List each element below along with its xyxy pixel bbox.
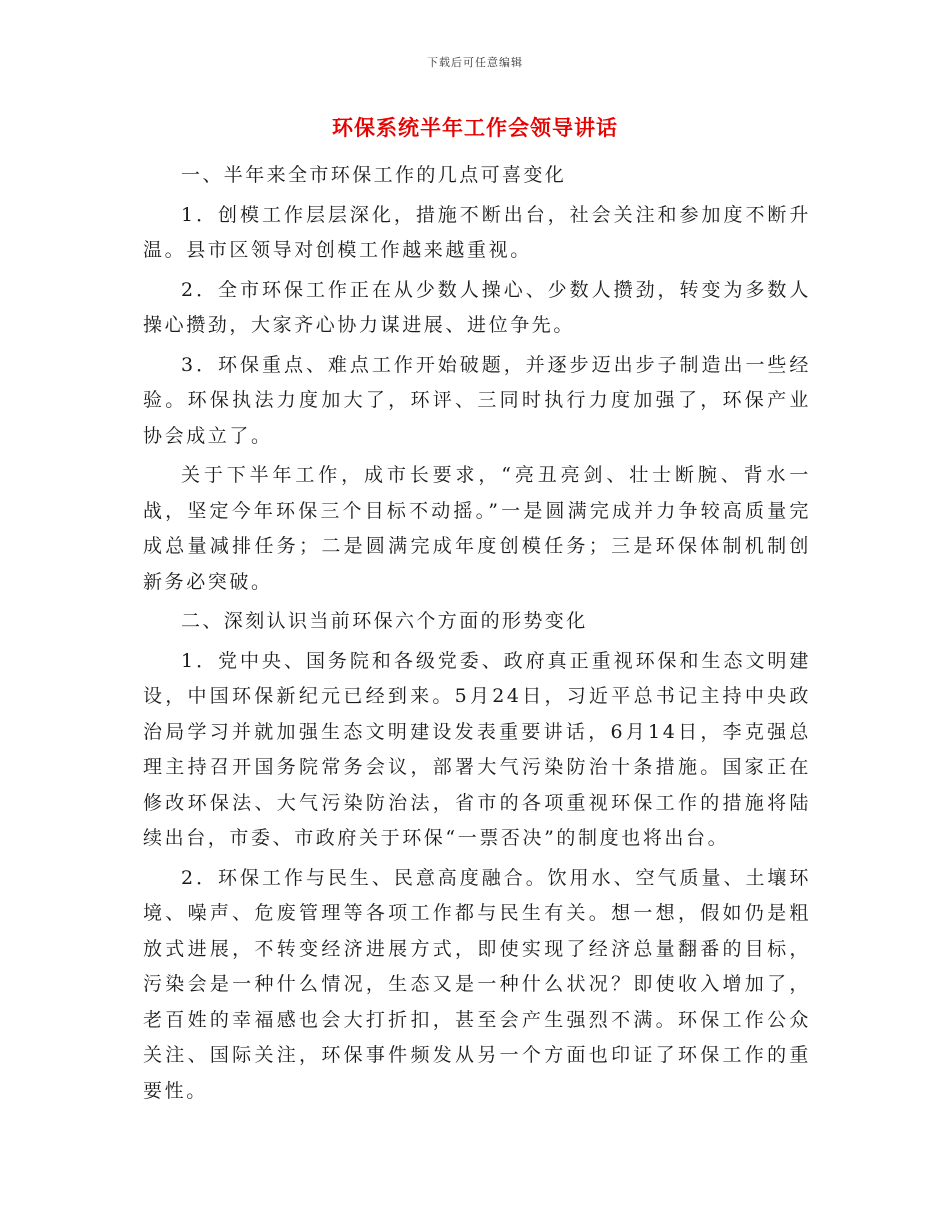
paragraph-1-1: 1．创模工作层层深化，措施不断出台，社会关注和参加度不断升温。县市区领导对创模工作越来越重视。	[143, 203, 811, 261]
paragraph-2-2: 2．环保工作与民生、民意高度融合。饮用水、空气质量、土壤环境、噪声、危废管理等各项工作都与民生有关。想一想，假如仍是粗放式进展，不转变经济进展方式，即使实现了经济总量翻番的目标，污染会是一种什么情况，生态又是一种什么状况？即使收入增加了，老百姓的幸福感也会大打折扣，甚至会产生强烈不满。环保工作公众关注、国际关注，环保事件频发从另一个方面也印证了环保工作的重要性。	[143, 866, 811, 1102]
document-title: 环保系统半年工作会领导讲话	[332, 116, 618, 140]
header-note: 下载后可任意编辑	[427, 56, 523, 69]
paragraph-2-1: 1．党中央、国务院和各级党委、政府真正重视环保和生态文明建设，中国环保新纪元已经到来。5月24日，习近平总书记主持中央政治局学习并就加强生态文明建设发表重要讲话，6月14日，李克强总理主持召开国务院常务会议，部署大气污染防治十条措施。国家正在修改环保法、大气污染防治法，省市的各项重视环保工作的措施将陆续出台，市委、市政府关于环保“一票否决”的制度也将出台。	[143, 649, 811, 849]
paragraph-1-2: 2．全市环保工作正在从少数人操心、少数人攒劲，转变为多数人操心攒劲，大家齐心协力谋进展、进位争先。	[143, 278, 811, 336]
section-heading-2: 二、深刻认识当前环保六个方面的形势变化	[181, 610, 588, 632]
document-body	[143, 158, 811, 1113]
paragraph-1-3: 3．环保重点、难点工作开始破题，并逐步迈出步子制造出一些经验。环保执法力度加大了，环评、三同时执行力度加强了，环保产业协会成立了。	[143, 353, 811, 447]
paragraph-second-half-plan: 关于下半年工作，成市长要求，“亮丑亮剑、壮士断腕、背水一战，坚定今年环保三个目标不动摇。”一是圆满完成并力争较高质量完成总量减排任务；二是圆满完成年度创模任务；三是环保体制机制创新务必突破。	[143, 464, 811, 593]
section-heading-1: 一、半年来全市环保工作的几点可喜变化	[181, 164, 567, 186]
